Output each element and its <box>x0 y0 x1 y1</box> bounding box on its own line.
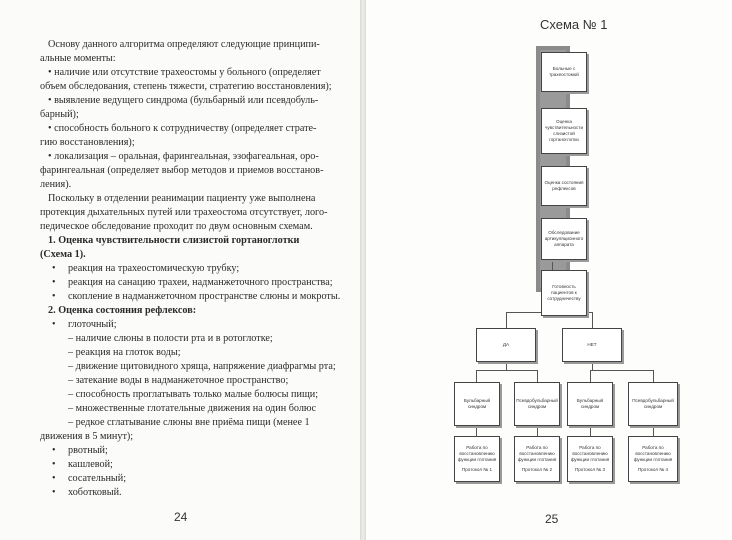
flow-box-protocol: Работа по восстановлению функции глотания Протокол № 1 <box>454 436 500 482</box>
list-item: реакция на санацию трахеи, надманжеточного пространства; <box>68 277 333 288</box>
list-subitem: – способность проглатывать только малые болюсы пищи; <box>68 389 319 400</box>
flow-box-articulation: Обследование артикуляционного аппарата <box>541 218 587 260</box>
connector-line <box>476 370 477 382</box>
list-item: реакция на трахеостомическую трубку; <box>68 263 240 274</box>
paragraph-line: фарингеальная (определяет выбор методов и приемов восстанов- <box>40 165 324 176</box>
paragraph-line: альные моменты: <box>40 53 116 64</box>
bullet-icon: • <box>52 263 56 274</box>
list-item: • выявление ведущего синдрома (бульбарный или псевдобуль- <box>48 95 319 106</box>
section-heading: 1. Оценка чувствительности слизистой гортаноглотки <box>48 235 300 246</box>
paragraph-line: протекция дыхательных путей или трахеостома отсутствует, лого- <box>40 207 328 218</box>
paragraph-line: объем обследования, степень тяжести, стратегию восстановления); <box>40 81 332 92</box>
list-subitem: – затекание воды в надманжеточное пространство; <box>68 375 289 386</box>
bullet-icon: • <box>52 459 56 470</box>
flow-box-no: НЕТ <box>562 328 622 362</box>
list-subitem: – редкое сглатывание слюны вне приёма пищи (менее 1 <box>68 417 310 428</box>
connector-line <box>476 370 538 371</box>
page-number: 24 <box>174 510 188 524</box>
paragraph-line: педическое обследование проходит по двум основным схемам. <box>40 221 313 232</box>
bullet-icon: • <box>52 319 56 330</box>
connector-line <box>590 370 654 371</box>
bullet-icon: • <box>52 291 56 302</box>
list-item: • способность больного к сотрудничеству (определяет страте- <box>48 123 317 134</box>
flow-box-sensitivity: Оценка чувствительности слизистой гортаноглотки <box>541 108 587 154</box>
bullet-icon: • <box>52 473 56 484</box>
list-subitem: движения в 5 минут); <box>40 431 134 442</box>
bullet-icon: • <box>52 445 56 456</box>
flow-box-protocol: Работа по восстановлению функции глотания Протокол № 2 <box>514 436 560 482</box>
connector-line <box>653 370 654 382</box>
paragraph-line: гию восстановления); <box>40 137 135 148</box>
flow-box-readiness: Готовность пациентов к сотрудничеству <box>541 270 587 316</box>
list-item: • наличие или отсутствие трахеостомы у больного (определяет <box>48 67 321 78</box>
list-item: • локализация – оральная, фарингеальная, эзофагеальная, оро- <box>48 151 319 162</box>
list-item: сосательный; <box>68 473 127 484</box>
flow-box-bulbar: Бульбарный синдром <box>454 382 500 426</box>
list-item: хоботковый. <box>68 487 122 498</box>
flow-box-pseudobulbar: Псевдобульбарный синдром <box>514 382 560 426</box>
list-item: кашлевой; <box>68 459 113 470</box>
page-number: 25 <box>545 512 559 526</box>
bullet-icon: • <box>52 487 56 498</box>
flowchart <box>366 0 732 540</box>
section-heading: (Схема 1). <box>40 249 86 260</box>
list-subitem: – движение щитовидного хряща, напряжение диафрагмы рта; <box>68 361 336 372</box>
flow-box-tracheostomy: Больные с трахеостомой <box>541 52 587 92</box>
list-subitem: – реакция на глоток воды; <box>68 347 181 358</box>
list-item: глоточный; <box>68 319 117 330</box>
flow-box-bulbar: Бульбарный синдром <box>567 382 613 426</box>
bullet-icon: • <box>52 277 56 288</box>
paragraph-line: барный); <box>40 109 79 120</box>
flow-box-protocol: Работа по восстановлению функции глотания Протокол № 4 <box>628 436 678 482</box>
paragraph-line: ления). <box>40 179 72 190</box>
flow-box-protocol: Работа по восстановлению функции глотания Протокол № 3 <box>567 436 613 482</box>
list-subitem: – наличие слюны в полости рта и в ротоглотке; <box>68 333 273 344</box>
paragraph-line: Поскольку в отделении реанимации пациенту уже выполнена <box>48 193 316 204</box>
scheme-title: Схема № 1 <box>540 17 608 32</box>
list-subitem: – множественные глотательные движения на один болюс <box>68 403 317 414</box>
flow-box-yes: ДА <box>476 328 536 362</box>
flow-box-reflexes: Оценка состояния рефлексов <box>541 166 587 206</box>
connector-line <box>537 370 538 382</box>
list-item: рвотный; <box>68 445 108 456</box>
paragraph-line: Основу данного алгоритма определяют следующие принципи- <box>48 39 320 50</box>
connector-line <box>590 370 591 382</box>
flow-box-pseudobulbar: Псевдобульбарный синдром <box>628 382 678 426</box>
list-item: скопление в надманжеточном пространстве слюны и мокроты. <box>68 291 341 302</box>
section-heading: 2. Оценка состояния рефлексов: <box>48 305 197 316</box>
